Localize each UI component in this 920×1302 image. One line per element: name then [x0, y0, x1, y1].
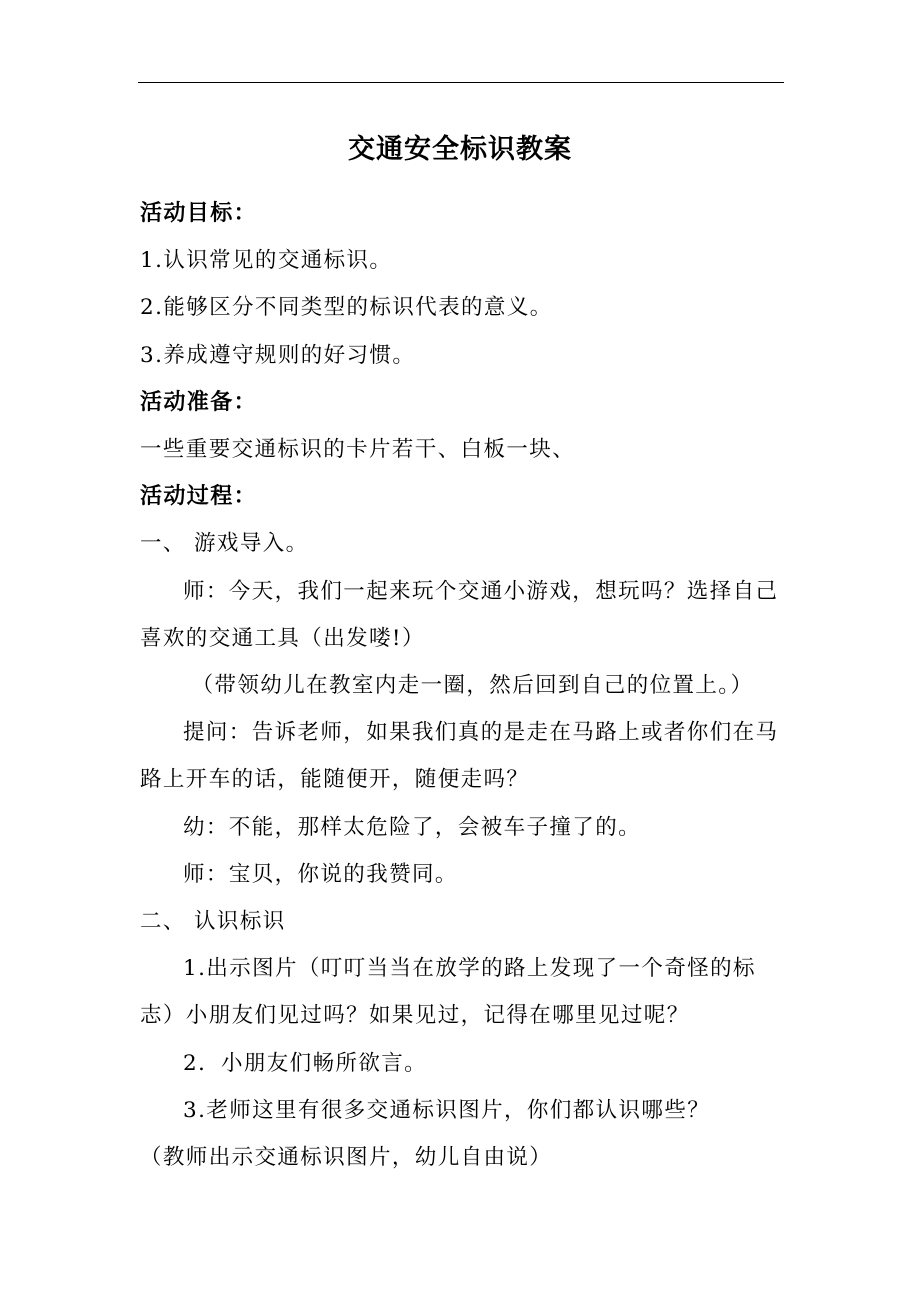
- section-title: 一、 游戏导入。: [140, 531, 309, 557]
- header-rule: [138, 82, 784, 83]
- paragraph: 1.出示图片（叮叮当当在放学的路上发现了一个奇怪的标志）小朋友们见过吗？如果见过，记得在哪里见过呢？: [140, 956, 756, 1029]
- section-title: 二、 认识标识: [140, 909, 286, 935]
- goal-item: 1.认识常见的交通标识。: [140, 248, 393, 274]
- prep-text: 一些重要交通标识的卡片若干、白板一块、: [140, 437, 576, 463]
- prep-heading: 活动准备：: [140, 389, 258, 415]
- paragraph: （教师出示交通标识图片，幼儿自由说）: [140, 1145, 553, 1171]
- paragraph: 师：今天，我们一起来玩个交通小游戏，想玩吗？选择自己喜欢的交通工具（出发喽!）: [140, 578, 779, 651]
- paragraph: 师：宝贝，你说的我赞同。: [183, 861, 458, 887]
- paragraph: 幼：不能，那样太危险了，会被车子撞了的。: [183, 814, 642, 840]
- paragraph: 3.老师这里有很多交通标识图片，你们都认识哪些？: [183, 1097, 711, 1123]
- paragraph: 2．小朋友们畅所欲言。: [183, 1050, 428, 1076]
- goal-item: 3.养成遵守规则的好习惯。: [140, 342, 416, 368]
- paragraph: 提问：告诉老师，如果我们真的是走在马路上或者你们在马路上开车的话，能随便开，随便走吗？: [140, 720, 779, 793]
- goal-item: 2.能够区分不同类型的标识代表的意义。: [140, 295, 553, 321]
- goals-heading: 活动目标：: [140, 201, 258, 226]
- document-body: [140, 190, 785, 1181]
- paragraph: （带领幼儿在教室内走一圈，然后回到自己的位置上。）: [191, 673, 754, 699]
- document-title: 交通安全标识教案: [348, 134, 572, 165]
- process-heading: 活动过程：: [140, 484, 258, 510]
